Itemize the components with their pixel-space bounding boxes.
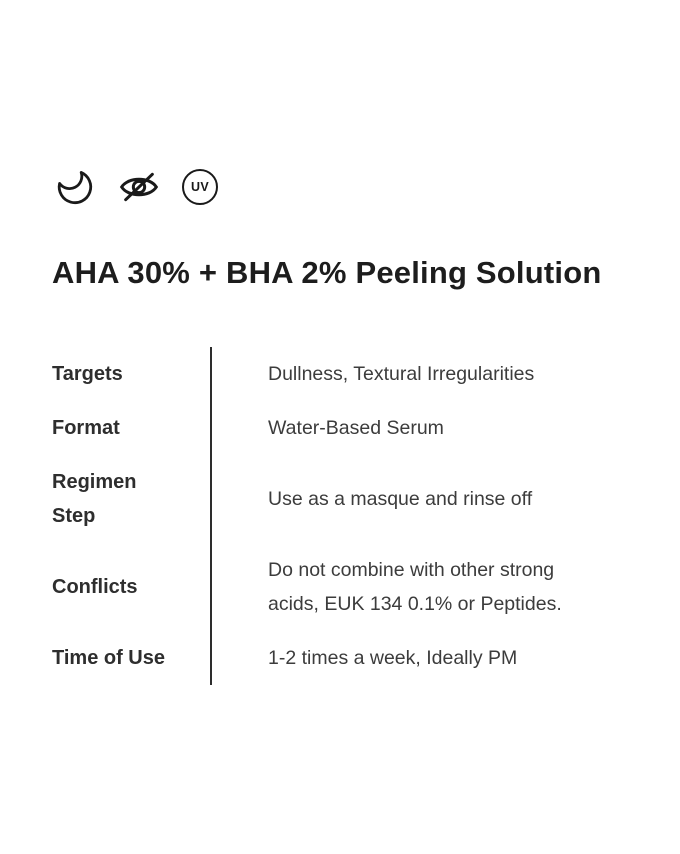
uv-icon-label: UV <box>191 180 209 194</box>
moon-icon <box>54 166 96 208</box>
row-value-text: Use as a masque and rinse off <box>268 488 533 510</box>
row-label: Conflicts <box>52 576 138 598</box>
product-info-table <box>52 347 628 685</box>
row-label: Format <box>52 417 120 439</box>
table-row-time-of-use <box>52 631 628 685</box>
row-value-text: Dullness, Textural Irregularities <box>268 363 535 385</box>
table-row-targets <box>52 347 628 401</box>
eye-crossed-icon <box>117 167 161 207</box>
row-label: Targets <box>52 363 123 385</box>
uv-icon <box>182 169 218 205</box>
row-value <box>210 631 628 685</box>
row-value <box>210 401 628 455</box>
table-row-format <box>52 401 628 455</box>
row-value <box>210 347 628 401</box>
row-value-text: 1-2 times a week, Ideally PM <box>268 647 518 669</box>
row-value <box>210 543 628 631</box>
row-label: Regimen Step <box>52 471 137 527</box>
table-row-conflicts <box>52 543 628 631</box>
table-row-regimen-step <box>52 455 628 543</box>
product-attribute-icons <box>54 165 628 209</box>
product-title: AHA 30% + BHA 2% Peeling Solution <box>52 255 602 290</box>
row-value <box>210 455 628 543</box>
row-label: Time of Use <box>52 647 165 669</box>
row-value-text: Water-Based Serum <box>268 417 444 439</box>
row-value-text: Do not combine with other strong acids, EUK 134 0.1% or Peptides. <box>268 559 562 615</box>
